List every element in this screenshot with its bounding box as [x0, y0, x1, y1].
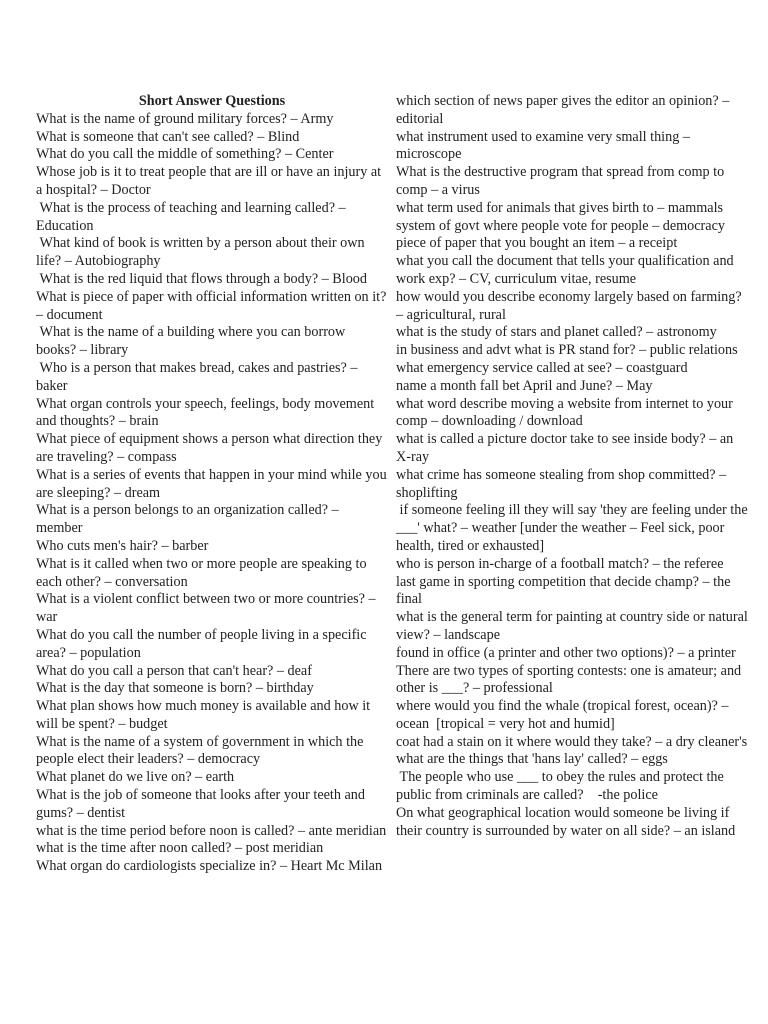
question-item: What is the name of a building where you can borrow books? – library — [36, 324, 349, 359]
question-item: What is the destructive program that spread from comp to comp – a virus — [396, 164, 728, 198]
question-item: what crime has someone stealing from shop committed? – shoplifting — [396, 466, 730, 501]
question-item: What is the name of a system of government in which the people elect their leaders? – democracy — [36, 733, 367, 768]
question-item: found in office (a printer and other two options)? – a printer — [396, 644, 736, 661]
right-question-list — [396, 93, 752, 840]
question-item: What is it called when two or more people are speaking to each other? – conversation — [36, 555, 371, 590]
question-item: coat had a stain on it where would they take? – a dry cleaner's — [396, 733, 748, 750]
question-item: There are two types of sporting contests: one is amateur; and other is ___? – professional — [396, 662, 745, 697]
left-question-list — [36, 110, 391, 876]
question-item: What is a series of events that happen in your mind while you are sleeping? – dream — [36, 466, 391, 501]
question-item: What is a violent conflict between two or more countries? – war — [36, 591, 380, 626]
question-item: What planet do we live on? – earth — [36, 769, 235, 786]
question-item: what you call the document that tells your qualification and work exp? – CV, curriculum vitae, resume — [396, 253, 738, 287]
question-item: What organ do cardiologists specialize in? – Heart Mc Milan — [36, 858, 383, 875]
question-item: What is someone that can't see called? – Blind — [36, 128, 300, 145]
question-item: What do you call the middle of something? – Center — [36, 146, 334, 163]
right-column — [396, 93, 752, 840]
question-item: What plan shows how much money is available and how it will be spent? – budget — [36, 698, 374, 732]
question-item: Who is a person that makes bread, cakes and pastries? – baker — [36, 359, 362, 394]
question-item: What do you call a person that can't hear? – deaf — [36, 662, 312, 679]
question-item: On what geographical location would someone be living if their country is surrounded by water on all side? – an island — [396, 804, 736, 839]
question-item: in business and advt what is PR stand for? – public relations — [396, 342, 738, 359]
question-item: What is the name of ground military forces? – Army — [36, 110, 334, 127]
question-item: last game in sporting competition that decide champ? – the final — [396, 573, 735, 608]
question-item: What do you call the number of people living in a specific area? – population — [36, 626, 371, 661]
question-item: what emergency service called at see? – coastguard — [396, 359, 688, 376]
question-item: what is called a picture doctor take to see inside body? – an X-ray — [396, 431, 737, 465]
question-item: Who cuts men's hair? – barber — [36, 537, 209, 554]
question-item: which section of news paper gives the editor an opinion? – editorial — [396, 93, 733, 127]
question-item: system of govt where people vote for people – democracy — [396, 217, 725, 234]
left-column — [36, 93, 391, 876]
question-item: What is the day that someone is born? – birthday — [36, 680, 314, 697]
question-item: What is a person belongs to an organization called? – member — [36, 502, 343, 537]
question-item: What kind of book is written by a person about their own life? – Autobiography — [36, 235, 369, 270]
question-item: what is the time period before noon is called? – ante meridian — [36, 822, 387, 839]
question-item: how would you describe economy largely based on farming? – agricultural, rural — [396, 288, 746, 323]
question-item: What is the job of someone that looks after your teeth and gums? – dentist — [36, 787, 369, 821]
question-item: what are the things that 'hans lay' called? – eggs — [396, 751, 668, 768]
question-item: what is the time after noon called? – post meridian — [36, 840, 324, 857]
question-item: what word describe moving a website from internet to your comp – downloading / download — [396, 395, 737, 430]
question-item: if someone feeling ill they will say 'they are feeling under the ___' what? – weather [under the weather – Feel sick, poor health, tired or exhausted] — [396, 502, 752, 554]
question-item: What is the process of teaching and learning called? – Education — [36, 199, 350, 234]
question-item: name a month fall bet April and June? – May — [396, 377, 653, 394]
question-item: Whose job is it to treat people that are ill or have an injury at a hospital? – Doctor — [36, 164, 385, 198]
question-item: What organ controls your speech, feelings, body movement and thoughts? – brain — [36, 395, 378, 430]
question-item: What piece of equipment shows a person what direction they are traveling? – compass — [36, 431, 386, 465]
question-item: what instrument used to examine very small thing – microscope — [396, 128, 694, 163]
document-title: Short Answer Questions — [138, 93, 286, 109]
question-item: what is the general term for painting at country side or natural view? – landscape — [396, 609, 752, 643]
question-item: What is piece of paper with official information written on it? – document — [36, 288, 390, 323]
question-item: who is person in-charge of a football match? – the referee — [396, 555, 724, 572]
question-item: what is the study of stars and planet called? – astronomy — [396, 324, 717, 341]
question-item: what term used for animals that gives birth to – mammals — [396, 199, 724, 216]
question-item: What is the red liquid that flows through a body? – Blood — [36, 270, 367, 287]
question-item: where would you find the whale (tropical forest, ocean)? – ocean [tropical = very hot and humid] — [396, 698, 733, 732]
question-item: piece of paper that you bought an item – a receipt — [396, 235, 678, 252]
question-item: The people who use ___ to obey the rules and protect the public from criminals are called? -the police — [396, 769, 728, 804]
